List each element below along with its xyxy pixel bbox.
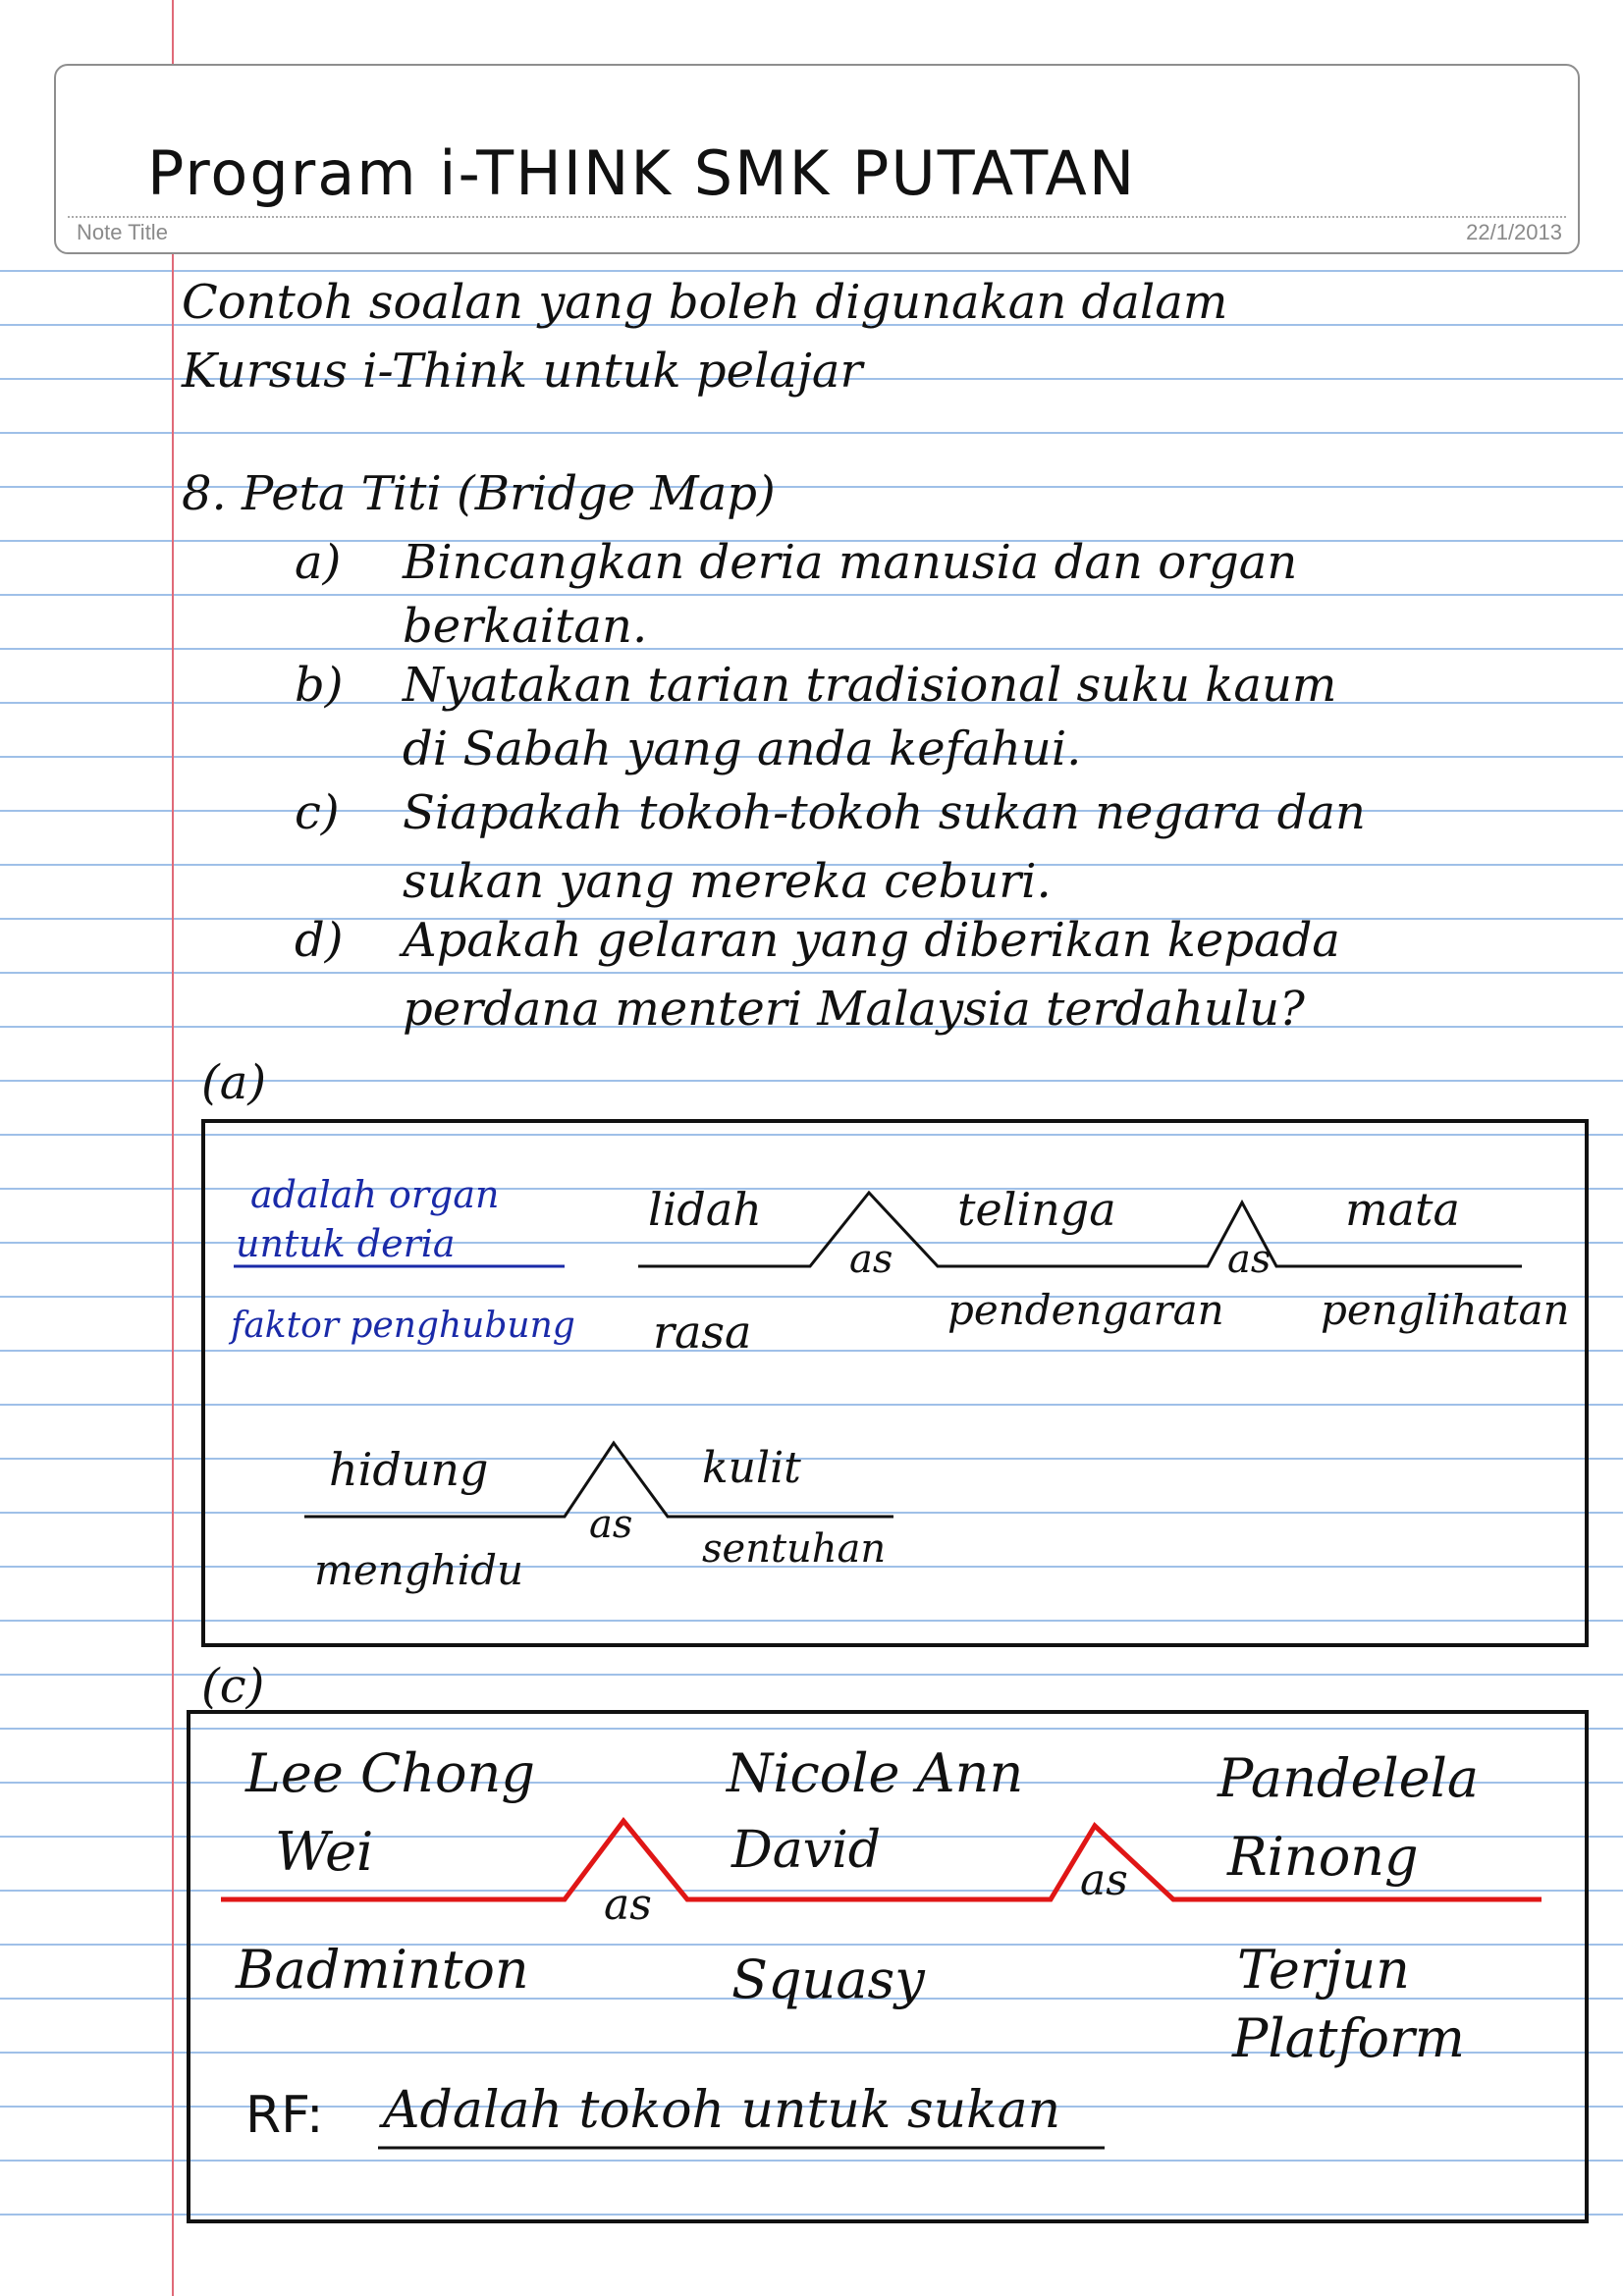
question-c-label: c) [295, 785, 340, 840]
map-a-bottom-penglihatan: penglihatan [1321, 1286, 1570, 1334]
map-a-top-mata: mata [1345, 1183, 1460, 1236]
map-c-rf-label: RF: [245, 2086, 324, 2145]
map-a-rf-top: adalah organ [250, 1173, 500, 1216]
map-a-factor-label: faktor penghubung [231, 1306, 575, 1346]
question-d-line-1: Apakah gelaran yang diberikan kepada [403, 913, 1340, 968]
intro-line-1: Contoh soalan yang boleh digunakan dalam [182, 275, 1228, 330]
map-a-as-2: as [1227, 1237, 1271, 1282]
question-c-line-2: sukan yang mereka ceburi. [403, 854, 1052, 909]
map-a-top-hidung: hidung [329, 1443, 489, 1496]
map-c-top-1-line-1: Lee Chong [245, 1742, 535, 1804]
question-b-line-2: di Sabah yang anda kefahui. [403, 721, 1082, 776]
map-c-red-bridge [221, 1821, 1542, 1899]
map-a-rf-bottom: untuk deria [236, 1222, 456, 1265]
map-c-bottom-3-line-1: Terjun [1237, 1939, 1410, 2001]
map-c-bottom-3-line-2: Platform [1232, 2007, 1466, 2069]
map-a-top-kulit: kulit [702, 1443, 801, 1493]
map-a-top-lidah: lidah [648, 1183, 762, 1236]
map-a-bottom-pendengaran: pendengaran [947, 1286, 1224, 1334]
question-a-label: a) [295, 535, 342, 590]
map-c-top-2-line-1: Nicole Ann [727, 1742, 1024, 1804]
map-a-as-3: as [589, 1502, 633, 1547]
section-heading: 8. Peta Titi (Bridge Map) [182, 466, 776, 521]
map-a-top-telinga: telinga [957, 1183, 1116, 1236]
question-d-line-2: perdana menteri Malaysia terdahulu? [403, 982, 1305, 1037]
map-a-as-1: as [849, 1237, 893, 1282]
question-a-line-1: Bincangkan deria manusia dan organ [403, 535, 1298, 590]
map-c-as-2: as [1080, 1855, 1128, 1905]
intro-line-2: Kursus i-Think untuk pelajar [182, 344, 863, 399]
map-c-bottom-1: Badminton [236, 1939, 529, 2001]
map-a-bottom-sentuhan: sentuhan [702, 1526, 887, 1572]
map-a-label: (a) [201, 1055, 267, 1110]
map-c-label: (c) [201, 1659, 265, 1714]
question-b-line-1: Nyatakan tarian tradisional suku kaum [403, 658, 1337, 713]
handwritten-title: Program i-THINK SMK PUTATAN [147, 137, 1137, 209]
question-c-line-1: Siapakah tokoh-tokoh sukan negara dan [403, 785, 1366, 840]
map-c-top-3-line-2: Rinong [1227, 1826, 1419, 1888]
map-c-top-1-line-2: Wei [275, 1821, 374, 1883]
map-a-bottom-rasa: rasa [653, 1306, 752, 1359]
map-c-bottom-2: Squasy [731, 1949, 925, 2010]
map-c-top-3-line-1: Pandelela [1217, 1747, 1480, 1809]
map-c-top-2-line-2: David [731, 1821, 881, 1880]
question-b-label: b) [295, 658, 344, 713]
question-a-line-2: berkaitan. [403, 599, 648, 654]
note-date: 22/1/2013 [1466, 220, 1562, 244]
map-c-as-1: as [604, 1880, 652, 1930]
question-d-label: d) [295, 913, 344, 968]
map-c-rf-text: Adalah tokoh untuk sukan [383, 2081, 1061, 2140]
map-a-bottom-menghidu: menghidu [314, 1546, 524, 1594]
note-title-label: Note Title [77, 220, 168, 244]
